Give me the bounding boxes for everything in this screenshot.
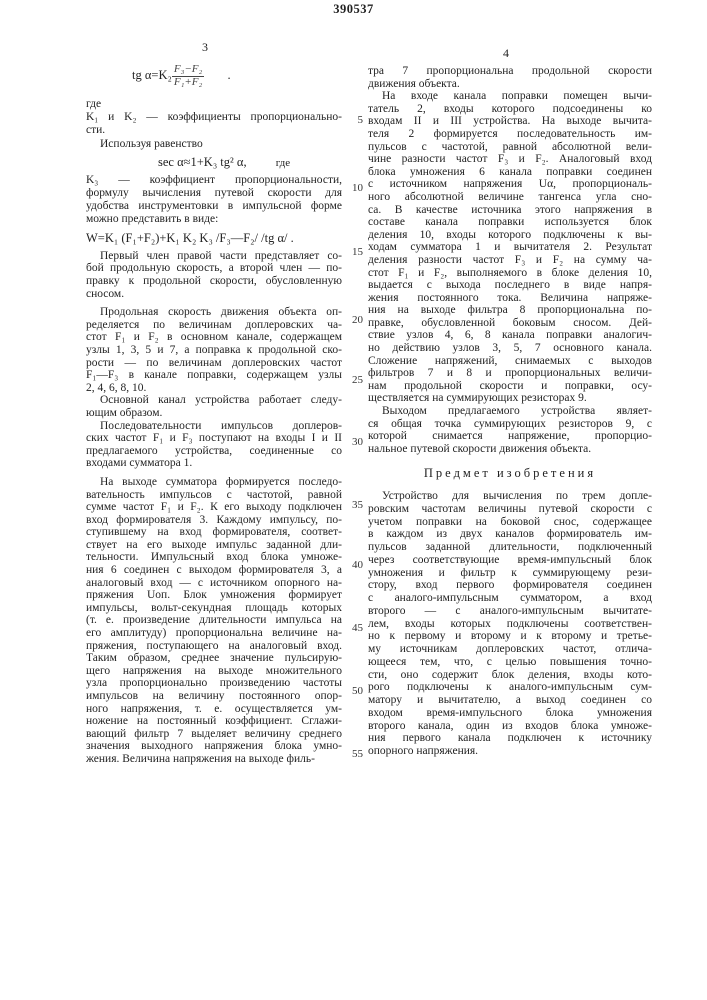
- text-line: ния на выходе фильтра 8 пропорциональна по-: [368, 304, 652, 317]
- line-number: 20: [347, 314, 363, 326]
- text-line: деления 10, входы которого подключены к вы-: [368, 229, 652, 242]
- document-number: 390537: [0, 2, 707, 17]
- text-line: ствие узлов 4, 6, 8 канала поправки аналогич-: [368, 329, 652, 342]
- text-line: нам продольной скорости и поправки, осу-: [368, 380, 652, 393]
- text-line: ределяется по величинам доплеровских ча-: [86, 319, 342, 332]
- text-line: бой продольную скорость, а второй член — по-: [86, 262, 342, 275]
- line-number: 25: [347, 374, 363, 386]
- section-heading: Предмет изобретения: [368, 467, 652, 480]
- text-line: Основной канал устройства работает следу-: [86, 394, 342, 407]
- text-line: ния первого канала подключен к источнику: [368, 732, 652, 745]
- text-line: умножения и фильтр к суммирующему рези-: [368, 567, 652, 580]
- text-line: рого подключены к аналого-импульсным сум-: [368, 681, 652, 694]
- text-line: ступившему на вход формирователя, соответ-: [86, 526, 342, 539]
- formula-w: W=K₁ (F₁+F₂)+K₁ K₂ K₃ /F₃—F₂/ /tg α/ .: [86, 231, 342, 245]
- line-number: 40: [347, 559, 363, 571]
- text-line: блока умножения 6 канала поправки соединен: [368, 166, 652, 179]
- text-line: вход формирователя 3. Каждому импульсу, по-: [86, 514, 342, 527]
- text-line: чине разности частот F₃ и F₂. Аналоговый вход: [368, 153, 652, 166]
- text-line: Сложение напряжений, снимаемых с выходов: [368, 355, 652, 368]
- text-line: пульсов с частотой, равной абсолютной вели-: [368, 141, 652, 154]
- formula-fraction: [172, 64, 205, 88]
- text-line: пряжения, поступающего на аналоговый вход.: [86, 640, 342, 653]
- text-line: с аналого-импульсным сумматором, а вход: [368, 592, 652, 605]
- text-line: татель 2, входы которого подсоединены ко: [368, 103, 652, 116]
- text-line: движения объекта.: [368, 78, 652, 91]
- text-line: через соответствующие время-импульсный блок: [368, 554, 652, 567]
- text-line: Таким образом, среднее значение пульсирую-: [86, 652, 342, 665]
- text-line: ствует на его выходе импульс заданной дли-: [86, 539, 342, 552]
- text-line: са. В качестве источника этого напряжения в: [368, 204, 652, 217]
- text-line: но к первому и второму и к второму и третье-: [368, 630, 652, 643]
- text-line: сти.: [86, 124, 342, 137]
- formula-tail: .: [227, 68, 230, 82]
- text-line: составе канала поправки используется блок: [368, 216, 652, 229]
- left-block-b: [86, 174, 342, 226]
- right-column: [368, 65, 652, 758]
- formula-lhs: tg α=K₂: [132, 68, 172, 82]
- text-line: стот F₁ и F₂, выполняемого в блоке деления 10,: [368, 267, 652, 280]
- text-line: сумме частот F₁ и F₂. К его выходу подключен: [86, 501, 342, 514]
- text-line: стору, вход первого формирователя соединен: [368, 579, 652, 592]
- formula-sec-text: sec α≈1+K₃ tg² α,: [158, 155, 247, 169]
- text-line: ществляется на суммирующих резисторах 9.: [368, 392, 652, 405]
- text-line: ходам сумматора 1 и вычитателя 2. Результат: [368, 241, 652, 254]
- text-line: ся общая точка суммирующих резисторов 9, с: [368, 418, 652, 431]
- text-line: F₁—F₃ в канале поправки, содержащем узлы: [86, 369, 342, 382]
- text-line: формулу вычисления путевой скорости для: [86, 187, 342, 200]
- text-line: второго — с аналого-импульсным вычитате-: [368, 605, 652, 618]
- text-line: K₁ и K₂ — коэффициенты пропорционально-: [86, 111, 342, 124]
- text-line: учетом поправки на боковой снос, содержащее: [368, 516, 652, 529]
- line-number: 10: [347, 182, 363, 194]
- text-line: стот F₁ и F₂ в основном канале, содержащем: [86, 331, 342, 344]
- text-line: его амплитуду) пропорциональна величине на-: [86, 627, 342, 640]
- text-line: Выходом предлагаемого устройства являет-: [368, 405, 652, 418]
- text-line: На выходе сумматора формируется последо-: [86, 476, 342, 489]
- line-number: 15: [347, 246, 363, 258]
- left-block-c: [86, 250, 342, 766]
- text-line: K₃ — коэффициент пропорциональности,: [86, 174, 342, 187]
- text-line: можно представить в виде:: [86, 213, 342, 226]
- text-line: сносом.: [86, 288, 342, 301]
- formula-tangent: [86, 64, 342, 94]
- text-line: импульсы, вольт-секундная площадь которых: [86, 602, 342, 615]
- text-line: му источникам доплеровских частот, отлича-: [368, 643, 652, 656]
- text-line: удобства инструментовки в импульсной форме: [86, 200, 342, 213]
- right-block-a: [368, 65, 652, 455]
- page-number-left: 3: [202, 40, 208, 55]
- text-line: ного абсолютной величине тангенса угла сно-: [368, 191, 652, 204]
- formula-sec-tail: где: [276, 157, 290, 169]
- text-line: входом время-импульсного блока умножения: [368, 707, 652, 720]
- text-line: ющееся тем, что, с целью повышения точно-: [368, 656, 652, 669]
- text-line: опорного напряжения.: [368, 745, 652, 758]
- line-number: 45: [347, 622, 363, 634]
- left-column: [86, 64, 342, 766]
- text-line: Последовательности импульсов доплеров-: [86, 420, 342, 433]
- text-line: нальное путевой скорости движения объекта.: [368, 443, 652, 456]
- text-line: жения. Величина напряжения на выходе филь-: [86, 753, 342, 766]
- text-line: (т. е. произведение длительности импульса на: [86, 614, 342, 627]
- text-line: в каждом из двух каналов формирователь им-: [368, 528, 652, 541]
- text-line: деления разности частот F₃ и F₂ на сумму ча-: [368, 254, 652, 267]
- fraction-numerator: F₃−F₂: [172, 64, 205, 77]
- text-line: узла пропорционально произведению частоты: [86, 677, 342, 690]
- text-line: аналоговый вход — с источником опорного на-: [86, 577, 342, 590]
- text-line: пульсов заданной длительности, подключенный: [368, 541, 652, 554]
- text-line: импульсов на величину постоянного опор-: [86, 690, 342, 703]
- text-line: Устройство для вычисления по трем допле-: [368, 490, 652, 503]
- text-line: где: [86, 98, 342, 111]
- text-line: правку к продольной скорости, обусловленную: [86, 275, 342, 288]
- text-line: ножение на постоянный коэффициент. Сглажи-: [86, 715, 342, 728]
- text-line: предлагаемого устройства, соединенные со: [86, 445, 342, 458]
- fraction-denominator: F₁+F₂: [172, 77, 205, 89]
- text-line: входам II и III устройства. На выходе вычита-: [368, 115, 652, 128]
- text-line: теля 2 формируется последовательность им-: [368, 128, 652, 141]
- text-line: Используя равенство: [86, 138, 342, 151]
- text-line: фильтров 7 и 8 и пропорциональных величи-: [368, 367, 652, 380]
- text-line: ских частот F₁ и F₃ поступают на входы I и II: [86, 432, 342, 445]
- text-line: вающий фильтр 7 выделяет величину среднего: [86, 728, 342, 741]
- line-number: 35: [347, 499, 363, 511]
- text-line: пряжения Uоп. Блок умножения формирует: [86, 589, 342, 602]
- line-number: 5: [347, 114, 363, 126]
- text-line: входами сумматора 1.: [86, 457, 342, 470]
- text-line: Первый член правой части представляет со-: [86, 250, 342, 263]
- left-block-a: [86, 98, 342, 151]
- line-number: 50: [347, 685, 363, 697]
- text-line: правке, обусловленной боковым сносом. Дей-: [368, 317, 652, 330]
- text-line: с источником напряжения Uα, пропорциональ-: [368, 178, 652, 191]
- page-number-right: 4: [503, 46, 509, 61]
- text-line: тра 7 пропорциональна продольной скорости: [368, 65, 652, 78]
- text-line: второго канала, один из входов блока умноже-: [368, 720, 652, 733]
- text-line: но действию узлов 3, 5, 7 основного канала.: [368, 342, 652, 355]
- line-number: 55: [347, 748, 363, 760]
- formula-secant: [86, 155, 342, 170]
- text-line: узлы 1, 3, 5 и 7, а поправка к продольной ско-: [86, 344, 342, 357]
- line-number: 30: [347, 436, 363, 448]
- text-line: тельности. Импульсный вход блока умноже-: [86, 551, 342, 564]
- text-line: Продольная скорость движения объекта оп-: [86, 306, 342, 319]
- text-line: жения постоянного тока. Величина напряже-: [368, 292, 652, 305]
- text-line: сти, оно содержит блок деления, входы кото-: [368, 669, 652, 682]
- text-line: рости — по величинам доплеровских частот: [86, 357, 342, 370]
- text-line: которой снимается напряжение, пропорцио-: [368, 430, 652, 443]
- text-line: 2, 4, 6, 8, 10.: [86, 382, 342, 395]
- text-line: выдается с выхода последнего в виде напря-: [368, 279, 652, 292]
- right-block-b: [368, 490, 652, 758]
- text-line: ровским частотам величины путевой скорости с: [368, 503, 652, 516]
- text-line: ния 6 соединен с выходом формирователя 3, а: [86, 564, 342, 577]
- text-line: щего напряжения на выходе множительного: [86, 665, 342, 678]
- text-line: матору и вычитателю, а выход соединен со: [368, 694, 652, 707]
- text-line: лем, входы которых подключены соответствен-: [368, 618, 652, 631]
- text-line: ющим образом.: [86, 407, 342, 420]
- text-line: На входе канала поправки помещен вычи-: [368, 90, 652, 103]
- text-line: ного напряжения, т. е. осуществляется ум-: [86, 703, 342, 716]
- text-line: значения выходного напряжения блока умно-: [86, 740, 342, 753]
- text-line: вательность импульсов с частотой, равной: [86, 489, 342, 502]
